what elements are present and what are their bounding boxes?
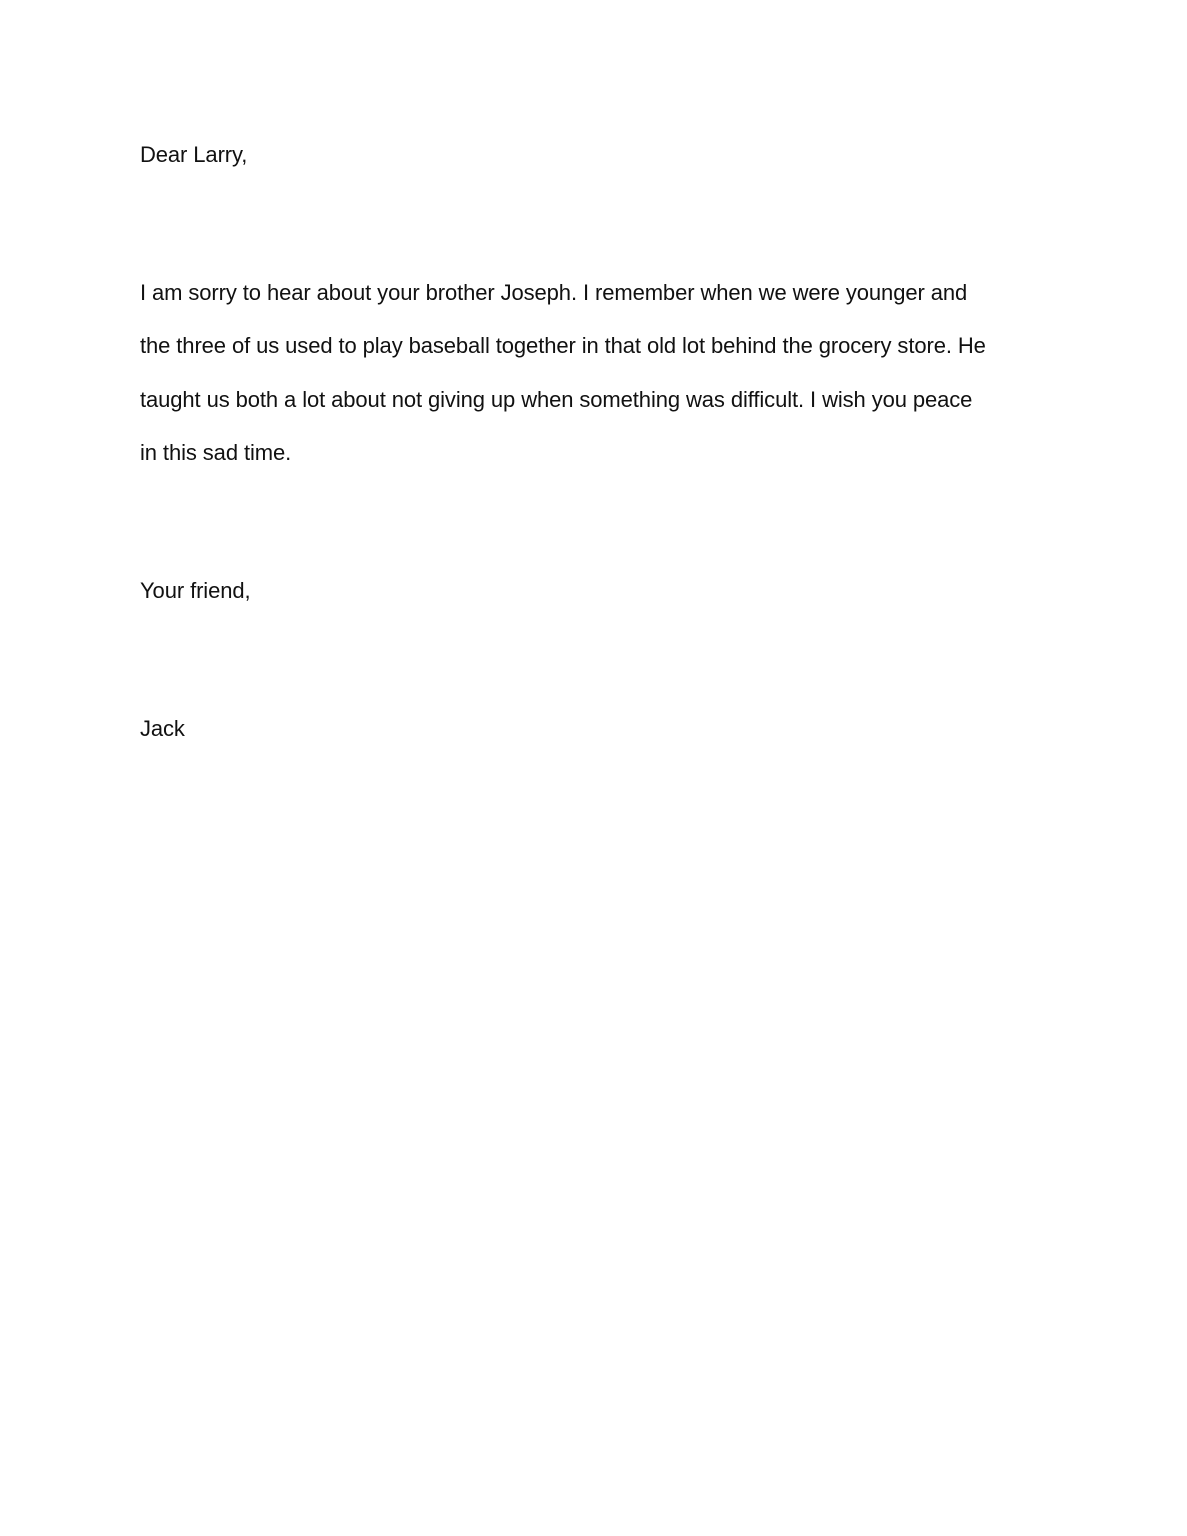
body-line: I am sorry to hear about your brother Joseph. I remember when we were younger and <box>140 280 968 305</box>
signature: Jack <box>140 716 185 741</box>
body-line: in this sad time. <box>140 440 292 465</box>
closing: Your friend, <box>140 578 251 603</box>
body-line: taught us both a lot about not giving up when something was difficult. I wish you peace <box>140 387 973 412</box>
body-line: the three of us used to play baseball together in that old lot behind the grocery store. He <box>140 333 986 358</box>
salutation: Dear Larry, <box>140 142 248 167</box>
